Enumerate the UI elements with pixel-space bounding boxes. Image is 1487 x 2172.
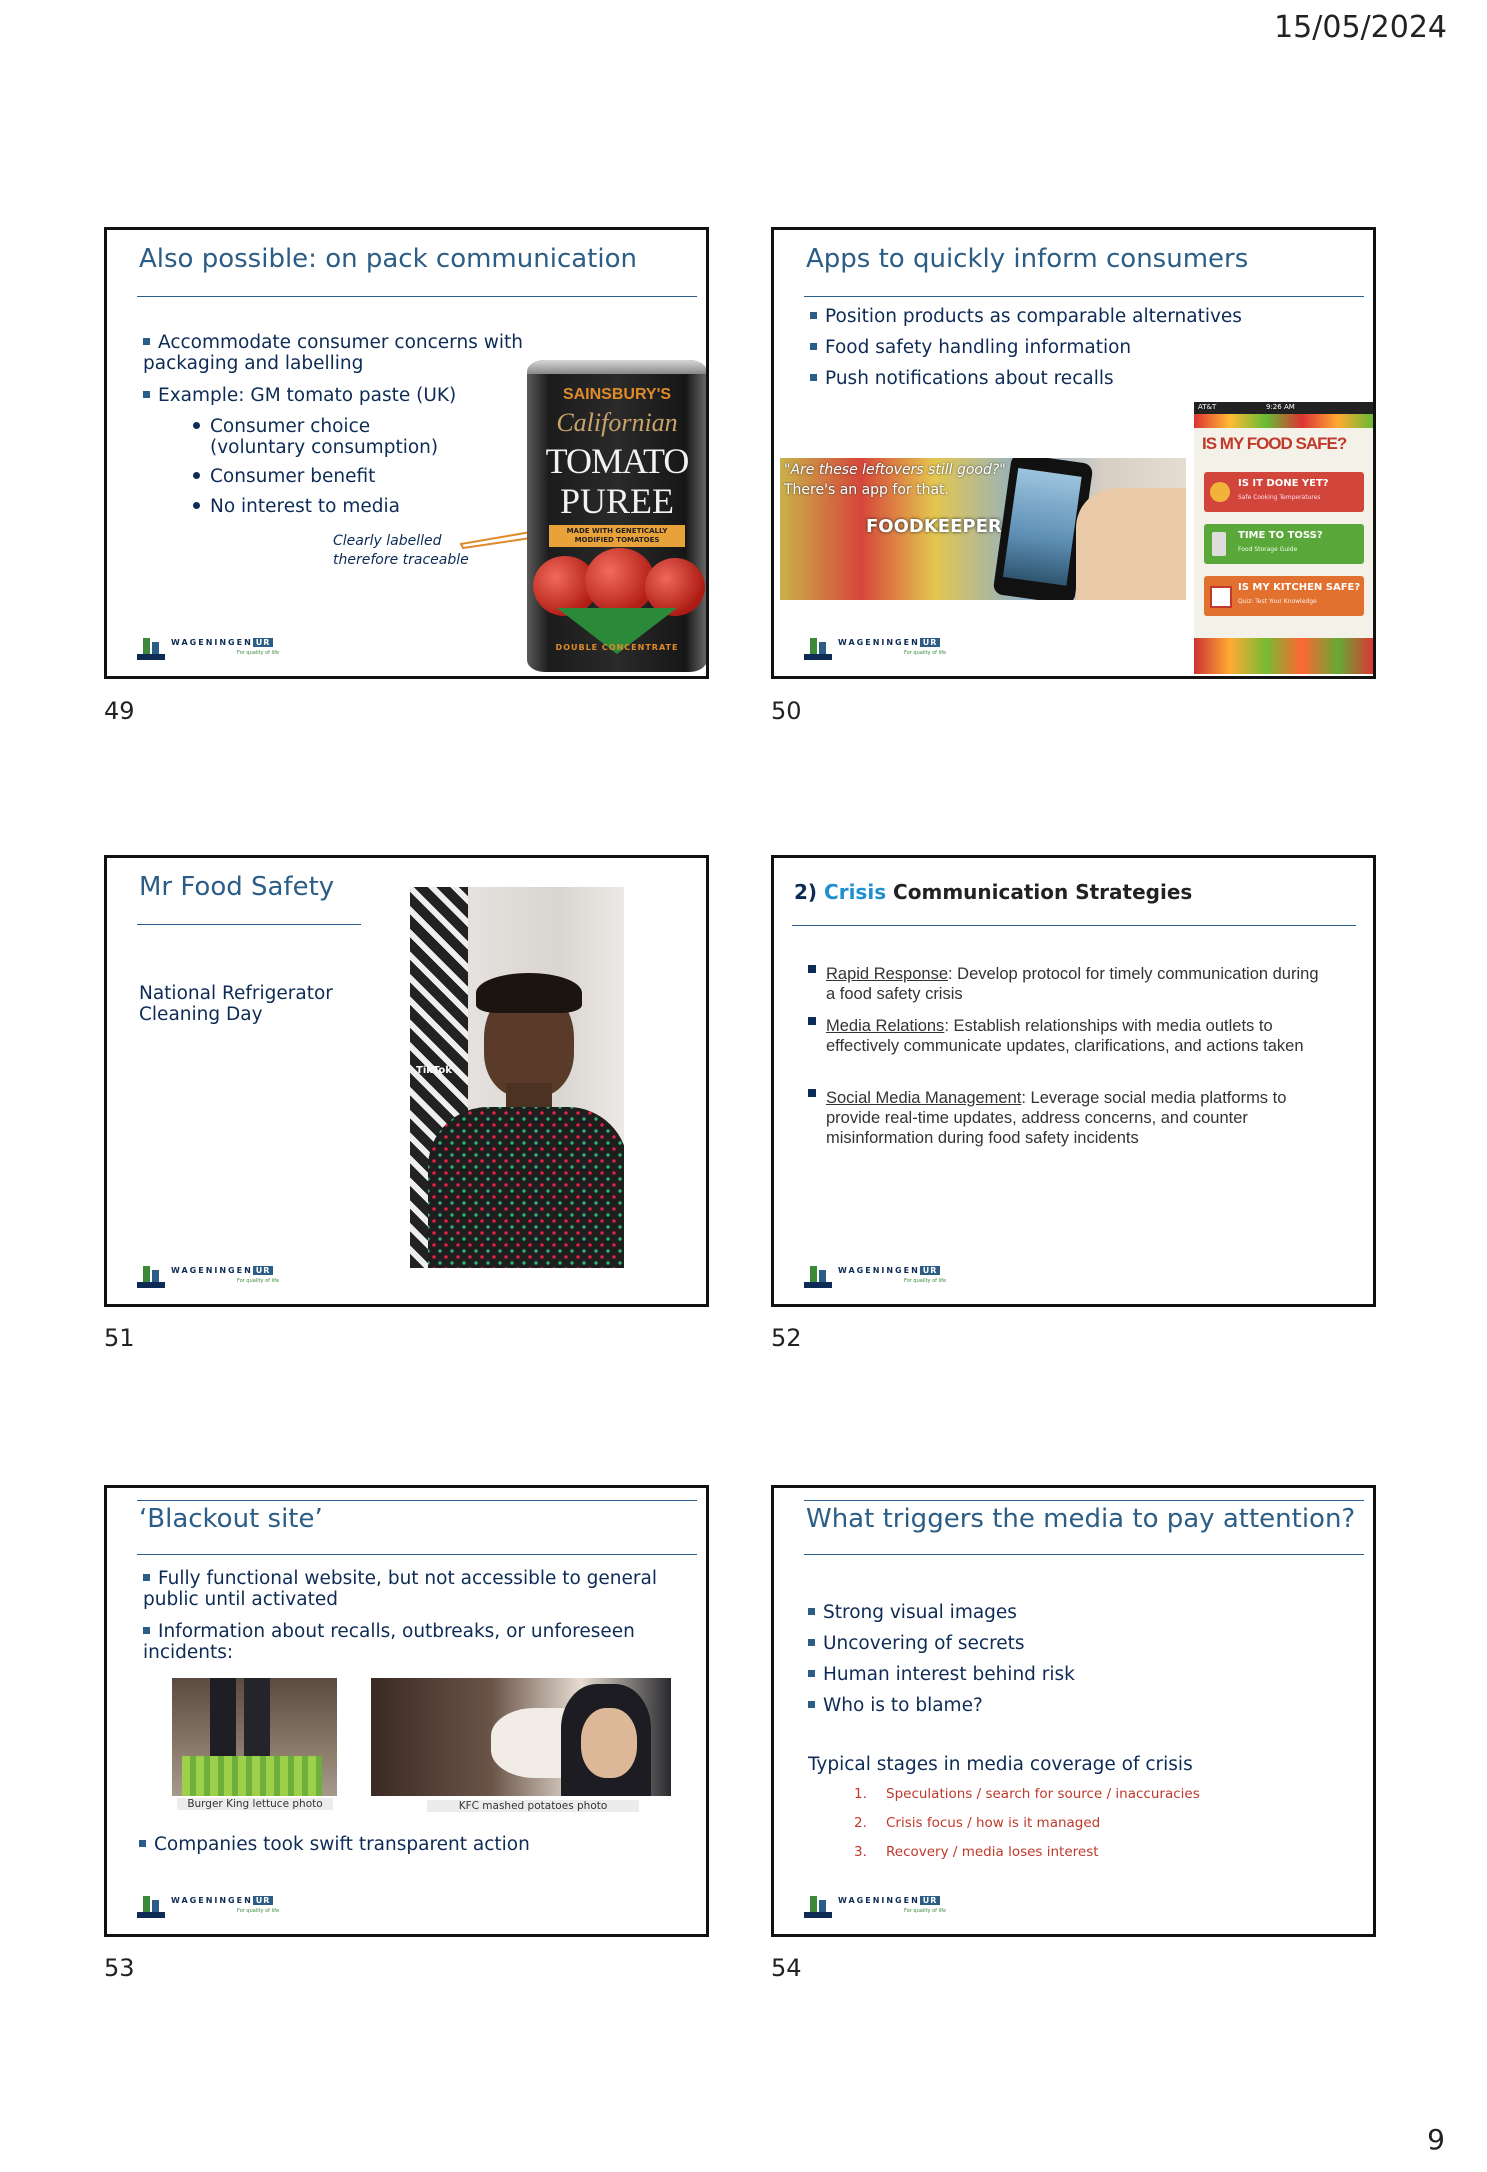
can-script: Californian (556, 408, 678, 437)
sub-bullet: Consumer choice (voluntary consumption) (193, 416, 470, 458)
slide-number: 53 (104, 1954, 135, 1982)
slide-title: ‘Blackout site’ (139, 1504, 323, 1534)
title-rule (137, 296, 697, 297)
title-rule (804, 296, 1364, 297)
slide-50 (771, 227, 1376, 679)
bullet: Uncovering of secrets (808, 1633, 1025, 1654)
page-date: 15/05/2024 (1274, 10, 1447, 45)
slide-52 (771, 855, 1376, 1307)
bullet: Fully functional website, but not accessible to general public until activated (143, 1568, 657, 1610)
stages-heading: Typical stages in media coverage of crisis (808, 1754, 1193, 1775)
bullet: Position products as comparable alternatives (810, 306, 1242, 327)
foodkeeper-photo: "Are these leftovers still good?" There's an app for that. FOODKEEPER (780, 458, 1186, 600)
burger-king-photo (172, 1678, 337, 1796)
tiktok-watermark: TikTok (416, 1065, 452, 1076)
tiktok-video-still (410, 887, 624, 1268)
wageningen-logo: WAGENINGEN UR For quality of life (137, 1894, 297, 1920)
slide-title: Apps to quickly inform consumers (806, 244, 1249, 274)
slide-number: 54 (771, 1954, 802, 1982)
slide-number: 50 (771, 697, 802, 725)
wageningen-logo: WAGENINGEN UR For quality of life (804, 1264, 964, 1290)
app-button[interactable]: IS IT DONE YET? Safe Cooking Temperatures (1204, 472, 1364, 512)
can-brand: SAINSBURY'S (562, 386, 672, 403)
annotation-note: Clearly labelled therefore traceable (333, 533, 469, 568)
slide-title: 2) Crisis Communication Strategies (794, 880, 1193, 904)
stage-item: 3. Recovery / media loses interest (854, 1844, 1099, 1860)
wageningen-logo: WAGENINGEN UR For quality of life (137, 636, 297, 662)
tomato-can-image (527, 360, 707, 672)
bullet: Information about recalls, outbreaks, or unforeseen incidents: (143, 1621, 635, 1663)
can-line1: TOMATO (545, 441, 689, 481)
slide-53 (104, 1485, 709, 1937)
title-rule (137, 924, 361, 925)
slide-number: 51 (104, 1324, 135, 1352)
wageningen-logo: WAGENINGEN UR For quality of life (137, 1264, 297, 1290)
can-band: MADE WITH GENETICALLY MODIFIED TOMATOES (549, 525, 685, 547)
food-safe-app-screenshot: AT&T 9:26 AM IS MY FOOD SAFE? IS IT DONE YET? Safe Cooking Temperatures TIME TO TOSS? Food Storage Guide IS MY KITCHEN SAFE? Quiz: Test Your Knowledge (1194, 402, 1374, 674)
bullet: Who is to blame? (808, 1695, 983, 1716)
bullet: Human interest behind risk (808, 1664, 1075, 1685)
can-line2: PUREE (559, 481, 674, 521)
wageningen-logo: WAGENINGEN UR For quality of life (804, 1894, 964, 1920)
slide-number: 52 (771, 1324, 802, 1352)
slide-title: Mr Food Safety (139, 872, 335, 902)
stage-item: 1. Speculations / search for source / inaccuracies (854, 1786, 1200, 1802)
top-rule (804, 1500, 1364, 1501)
bullet: Accommodate consumer concerns with packaging and labelling (143, 332, 523, 374)
slide-title: Also possible: on pack communication (139, 244, 637, 274)
kfc-photo (371, 1678, 671, 1796)
top-rule (137, 1500, 697, 1501)
bullet: Food safety handling information (810, 337, 1131, 358)
bullet: Push notifications about recalls (810, 368, 1114, 389)
title-rule (137, 1554, 697, 1555)
sub-bullet: No interest to media (193, 496, 400, 517)
sub-bullet: Consumer benefit (193, 466, 375, 487)
page-number: 9 (1427, 2123, 1445, 2156)
app-button[interactable]: IS MY KITCHEN SAFE? Quiz: Test Your Knowledge (1204, 576, 1364, 616)
title-rule (804, 1554, 1364, 1555)
strategy-item: Social Media Management: Leverage social media platforms to provide real-time updates, address concerns, and counter misinformation during food safety incidents (826, 1088, 1326, 1148)
slide-body: National Refrigerator Cleaning Day (139, 983, 333, 1025)
slide-51 (104, 855, 709, 1307)
wageningen-logo: WAGENINGEN UR For quality of life (804, 636, 964, 662)
caption: Burger King lettuce photo (177, 1798, 333, 1810)
strategy-item: Media Relations: Establish relationships with media outlets to effectively communicate updates, clarifications, and actions taken (826, 1016, 1326, 1056)
strategy-item: Rapid Response: Develop protocol for timely communication during a food safety crisis (826, 964, 1326, 1004)
slide-54 (771, 1485, 1376, 1937)
caption: KFC mashed potatoes photo (427, 1800, 639, 1812)
stage-item: 2. Crisis focus / how is it managed (854, 1815, 1101, 1831)
title-rule (792, 925, 1356, 926)
bullet: Example: GM tomato paste (UK) (143, 385, 523, 406)
app-button[interactable]: TIME TO TOSS? Food Storage Guide (1204, 524, 1364, 564)
can-bottom: DOUBLE CONCENTRATE (555, 643, 679, 652)
bullet: Strong visual images (808, 1602, 1017, 1623)
slide-49 (104, 227, 709, 679)
bullet: Companies took swift transparent action (139, 1834, 530, 1855)
slide-number: 49 (104, 697, 135, 725)
slide-title: What triggers the media to pay attention? (806, 1504, 1356, 1534)
